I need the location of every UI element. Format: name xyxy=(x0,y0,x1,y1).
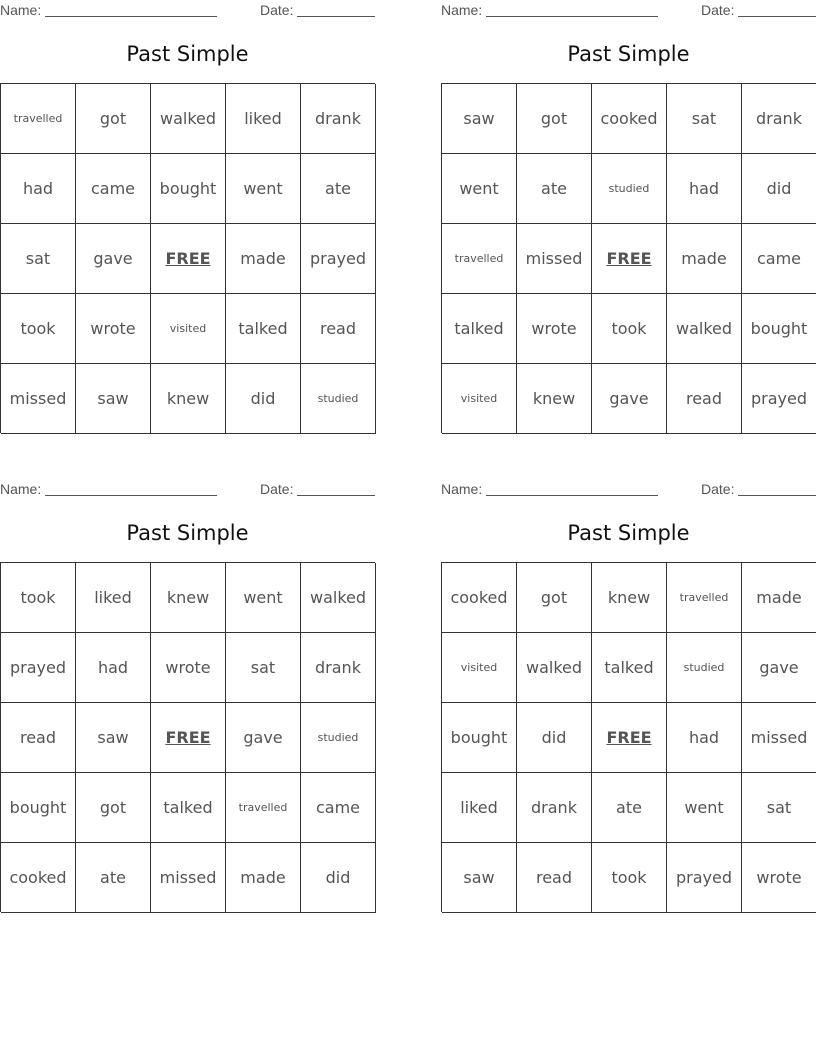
name-label: Name: xyxy=(441,2,483,18)
bingo-cell: went xyxy=(226,154,301,224)
bingo-cell: took xyxy=(1,294,76,364)
bingo-cell: studied xyxy=(592,154,667,224)
date-line xyxy=(738,16,816,17)
name-line xyxy=(45,16,217,17)
bingo-cell: drank xyxy=(301,633,376,703)
bingo-cell: came xyxy=(742,224,816,294)
bingo-cell: travelled xyxy=(226,773,301,843)
bingo-cell: bought xyxy=(1,773,76,843)
bingo-cell: knew xyxy=(592,563,667,633)
bingo-cell: made xyxy=(667,224,742,294)
free-space-cell: FREE xyxy=(592,224,667,294)
bingo-cell: walked xyxy=(667,294,742,364)
bingo-cell: went xyxy=(442,154,517,224)
bingo-cell: prayed xyxy=(742,364,816,434)
bingo-cell: read xyxy=(517,843,592,913)
card-title: Past Simple xyxy=(567,521,690,545)
bingo-cell: had xyxy=(667,154,742,224)
bingo-cell: cooked xyxy=(1,843,76,913)
bingo-cell: walked xyxy=(301,563,376,633)
bingo-cell: gave xyxy=(76,224,151,294)
date-line xyxy=(297,16,375,17)
bingo-cell: made xyxy=(226,843,301,913)
bingo-cell: had xyxy=(1,154,76,224)
bingo-cell: went xyxy=(667,773,742,843)
bingo-cell: saw xyxy=(442,843,517,913)
bingo-cell: bought xyxy=(742,294,816,364)
bingo-cell: took xyxy=(592,294,667,364)
bingo-cell: liked xyxy=(442,773,517,843)
date-line xyxy=(297,495,375,496)
bingo-cell: saw xyxy=(442,84,517,154)
bingo-cell: travelled xyxy=(667,563,742,633)
bingo-cell: talked xyxy=(151,773,226,843)
bingo-cell: liked xyxy=(76,563,151,633)
date-label: Date: xyxy=(260,2,294,18)
bingo-cell: had xyxy=(76,633,151,703)
bingo-cell: studied xyxy=(301,703,376,773)
card-title: Past Simple xyxy=(567,42,690,66)
bingo-cell: missed xyxy=(151,843,226,913)
bingo-cell: saw xyxy=(76,364,151,434)
bingo-cell: visited xyxy=(151,294,226,364)
bingo-cell: prayed xyxy=(667,843,742,913)
card-title: Past Simple xyxy=(126,42,249,66)
bingo-card-3 xyxy=(0,479,375,911)
date-label: Date: xyxy=(260,481,294,497)
bingo-cell: went xyxy=(226,563,301,633)
bingo-grid xyxy=(441,83,816,433)
bingo-cell: did xyxy=(742,154,816,224)
bingo-cell: liked xyxy=(226,84,301,154)
bingo-cell: ate xyxy=(592,773,667,843)
bingo-card-1 xyxy=(0,0,375,432)
bingo-cell: wrote xyxy=(742,843,816,913)
bingo-cell: made xyxy=(226,224,301,294)
bingo-cell: took xyxy=(592,843,667,913)
free-space-cell: FREE xyxy=(151,224,226,294)
name-line xyxy=(486,16,658,17)
name-line xyxy=(45,495,217,496)
free-space-cell: FREE xyxy=(592,703,667,773)
bingo-cell: cooked xyxy=(442,563,517,633)
bingo-cell: walked xyxy=(151,84,226,154)
bingo-cell: talked xyxy=(226,294,301,364)
bingo-cell: got xyxy=(76,773,151,843)
bingo-grid xyxy=(0,83,375,433)
bingo-cell: came xyxy=(76,154,151,224)
bingo-cell: had xyxy=(667,703,742,773)
bingo-cell: wrote xyxy=(76,294,151,364)
name-line xyxy=(486,495,658,496)
bingo-cell: walked xyxy=(517,633,592,703)
bingo-cell: travelled xyxy=(1,84,76,154)
bingo-cell: sat xyxy=(226,633,301,703)
bingo-cell: drank xyxy=(742,84,816,154)
bingo-cell: bought xyxy=(151,154,226,224)
bingo-cell: wrote xyxy=(151,633,226,703)
bingo-cell: sat xyxy=(667,84,742,154)
name-label: Name: xyxy=(0,2,42,18)
bingo-cell: knew xyxy=(151,364,226,434)
bingo-cell: talked xyxy=(442,294,517,364)
bingo-cell: saw xyxy=(76,703,151,773)
date-line xyxy=(738,495,816,496)
name-date-row xyxy=(441,481,816,499)
bingo-card-2 xyxy=(441,0,816,432)
bingo-cell: ate xyxy=(301,154,376,224)
bingo-grid xyxy=(0,562,375,912)
bingo-cell: missed xyxy=(517,224,592,294)
bingo-cell: studied xyxy=(301,364,376,434)
bingo-cell: talked xyxy=(592,633,667,703)
bingo-cell: did xyxy=(517,703,592,773)
bingo-cell: gave xyxy=(226,703,301,773)
name-date-row xyxy=(0,481,375,499)
bingo-cell: drank xyxy=(517,773,592,843)
card-title: Past Simple xyxy=(126,521,249,545)
name-label: Name: xyxy=(0,481,42,497)
name-date-row xyxy=(0,2,375,20)
bingo-cell: came xyxy=(301,773,376,843)
bingo-cell: ate xyxy=(517,154,592,224)
bingo-cell: prayed xyxy=(1,633,76,703)
bingo-cell: studied xyxy=(667,633,742,703)
bingo-cell: missed xyxy=(1,364,76,434)
bingo-cell: made xyxy=(742,563,816,633)
bingo-cell: gave xyxy=(592,364,667,434)
bingo-cell: got xyxy=(517,563,592,633)
free-space-cell: FREE xyxy=(151,703,226,773)
bingo-cell: did xyxy=(226,364,301,434)
bingo-cell: sat xyxy=(742,773,816,843)
name-label: Name: xyxy=(441,481,483,497)
name-date-row xyxy=(441,2,816,20)
bingo-cell: drank xyxy=(301,84,376,154)
bingo-cell: travelled xyxy=(442,224,517,294)
date-label: Date: xyxy=(701,2,735,18)
bingo-cell: got xyxy=(517,84,592,154)
bingo-grid xyxy=(441,562,816,912)
bingo-cell: got xyxy=(76,84,151,154)
bingo-cell: knew xyxy=(517,364,592,434)
bingo-cell: missed xyxy=(742,703,816,773)
bingo-cell: wrote xyxy=(517,294,592,364)
bingo-cell: cooked xyxy=(592,84,667,154)
bingo-cell: knew xyxy=(151,563,226,633)
bingo-cell: bought xyxy=(442,703,517,773)
bingo-cell: visited xyxy=(442,633,517,703)
bingo-cell: read xyxy=(301,294,376,364)
bingo-cell: prayed xyxy=(301,224,376,294)
bingo-cell: sat xyxy=(1,224,76,294)
bingo-cell: took xyxy=(1,563,76,633)
bingo-cell: read xyxy=(667,364,742,434)
bingo-cell: gave xyxy=(742,633,816,703)
bingo-cell: read xyxy=(1,703,76,773)
date-label: Date: xyxy=(701,481,735,497)
bingo-cell: visited xyxy=(442,364,517,434)
bingo-cell: did xyxy=(301,843,376,913)
bingo-cell: ate xyxy=(76,843,151,913)
bingo-card-4 xyxy=(441,479,816,911)
